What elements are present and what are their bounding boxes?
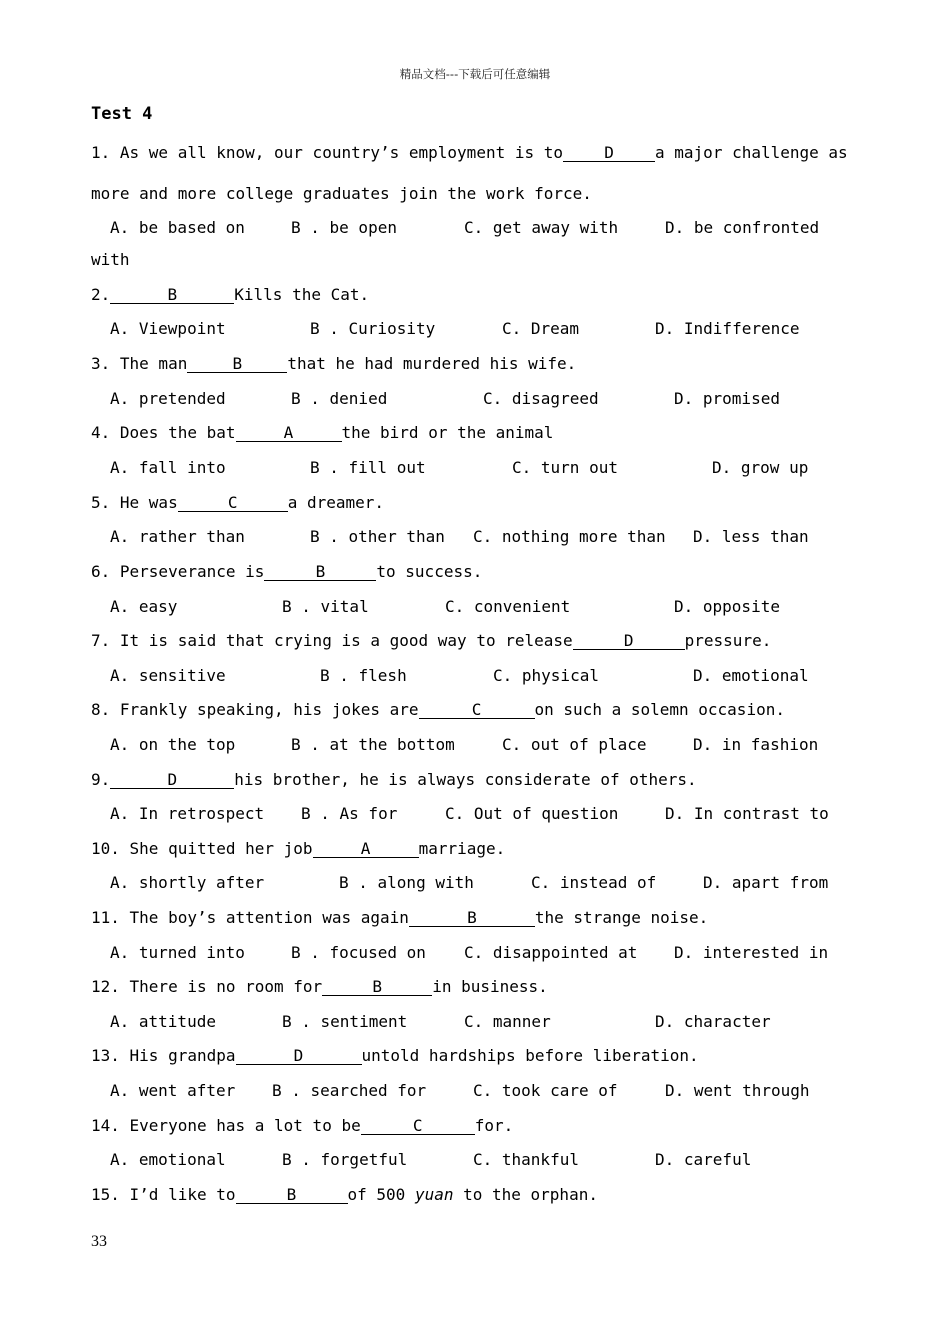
question-text: the strange noise.	[534, 908, 709, 927]
answer-blank: C	[361, 1117, 475, 1135]
question-text: pressure.	[684, 631, 772, 650]
options-2	[110, 319, 830, 339]
question-3	[91, 354, 576, 374]
test-title: Test 4	[91, 104, 153, 124]
option-a: A. fall into	[110, 458, 226, 477]
options-6	[110, 597, 830, 617]
page-header: 精品文档---下载后可任意编辑	[399, 67, 551, 81]
question-text: to the orphan.	[453, 1185, 598, 1204]
options-7	[110, 666, 830, 686]
option-d: D. emotional	[693, 666, 809, 685]
option-b: B . along with	[339, 873, 474, 892]
question-7	[91, 631, 771, 651]
option-a: A. In retrospect	[110, 804, 265, 823]
question-text: 6. Perseverance is	[91, 562, 265, 581]
option-b: B . at the bottom	[291, 735, 455, 754]
question-9	[91, 770, 697, 790]
question-text: in business.	[432, 977, 548, 996]
answer-blank: B	[236, 1186, 348, 1204]
options-8	[110, 735, 830, 755]
question-8	[91, 700, 785, 720]
options-1	[110, 218, 830, 238]
option-a: A. emotional	[110, 1150, 226, 1169]
option-c: C. Out of question	[445, 804, 619, 823]
option-a: A. went after	[110, 1081, 236, 1100]
option-b: B . flesh	[320, 666, 407, 685]
option-c: C. turn out	[512, 458, 618, 477]
question-text: 1. As we all know, our country’s employment is to	[91, 143, 564, 162]
question-text: 8. Frankly speaking, his jokes are	[91, 700, 419, 719]
question-text: 3. The man	[91, 354, 188, 373]
question-1-continued: more and more college graduates join the work force.	[91, 184, 592, 203]
option-d: D. promised	[674, 389, 780, 408]
option-d: D. apart from	[703, 873, 829, 892]
answer-blank: C	[178, 494, 288, 512]
option-d: D. opposite	[674, 597, 780, 616]
option-d: D. grow up	[712, 458, 809, 477]
option-c: C. out of place	[502, 735, 647, 754]
option-a: A. be based on	[110, 218, 245, 237]
question-text: 11. The boy’s attention was again	[91, 908, 409, 927]
question-5	[91, 493, 384, 513]
question-11	[91, 908, 708, 928]
option-a: A. attitude	[110, 1012, 216, 1031]
option-b: B . forgetful	[282, 1150, 408, 1169]
question-text: of 500	[347, 1185, 415, 1204]
question-text: 13. His grandpa	[91, 1046, 236, 1065]
option-a: A. rather than	[110, 527, 245, 546]
question-text: the bird or the animal	[341, 423, 554, 442]
option-b: B . fill out	[310, 458, 426, 477]
question-6	[91, 562, 482, 582]
question-text: untold hardships before liberation.	[361, 1046, 699, 1065]
question-text: a dreamer.	[287, 493, 385, 512]
option-c: C. disappointed at	[464, 943, 638, 962]
question-text: Kills the Cat.	[234, 285, 370, 304]
option-b: B . focused on	[291, 943, 426, 962]
option-b: B . sentiment	[282, 1012, 408, 1031]
option-c: C. disagreed	[483, 389, 599, 408]
options-5	[110, 527, 840, 547]
option-a: A. shortly after	[110, 873, 265, 892]
question-text: his brother, he is always considerate of others.	[234, 770, 697, 789]
option-d: D. went through	[665, 1081, 810, 1100]
options-13	[110, 1081, 830, 1101]
options-12	[110, 1012, 830, 1032]
option-d: D. careful	[655, 1150, 752, 1169]
question-10	[91, 839, 505, 859]
option-c: C. thankful	[473, 1150, 579, 1169]
question-12	[91, 977, 548, 997]
option-c: C. Dream	[502, 319, 580, 338]
option-b: B . denied	[291, 389, 388, 408]
option-b: B . Curiosity	[310, 319, 436, 338]
question-text: 14. Everyone has a lot to be	[91, 1116, 361, 1135]
option-b: B . other than	[310, 527, 445, 546]
option-c: C. convenient	[445, 597, 571, 616]
question-2	[91, 285, 369, 305]
question-text-italic: yuan	[414, 1185, 454, 1204]
answer-blank: C	[419, 701, 535, 719]
options-1-continued: with	[91, 250, 130, 269]
answer-blank: B	[322, 978, 432, 996]
option-a: A. on the top	[110, 735, 236, 754]
option-a: A. turned into	[110, 943, 245, 962]
page-number: 33	[91, 1233, 107, 1250]
question-text: that he had murdered his wife.	[287, 354, 577, 373]
option-d: D. interested in	[674, 943, 829, 962]
option-d: D. Indifference	[655, 319, 800, 338]
answer-blank: A	[236, 424, 342, 442]
question-text: to success.	[376, 562, 483, 581]
option-a: A. Viewpoint	[110, 319, 226, 338]
answer-blank: B	[187, 355, 287, 373]
question-15	[91, 1185, 598, 1205]
question-text: a major challenge as	[655, 143, 848, 162]
question-text: 4. Does the bat	[91, 423, 236, 442]
option-c: C. instead of	[531, 873, 657, 892]
question-4	[91, 423, 553, 443]
question-text: for.	[474, 1116, 514, 1135]
option-b: B . As for	[301, 804, 398, 823]
answer-blank: B	[409, 909, 535, 927]
option-b: B . be open	[291, 218, 397, 237]
question-text: 9.	[91, 770, 111, 789]
option-d: D. In contrast to	[665, 804, 829, 823]
answer-blank: D	[563, 144, 655, 162]
question-text: on such a solemn occasion.	[534, 700, 785, 719]
options-10	[110, 873, 840, 893]
options-3	[110, 389, 830, 409]
question-text: 10. She quitted her job	[91, 839, 313, 858]
answer-blank: D	[573, 632, 685, 650]
answer-blank: B	[110, 286, 234, 304]
option-d: D. less than	[693, 527, 809, 546]
option-a: A. pretended	[110, 389, 226, 408]
option-d: D. be confronted	[665, 218, 820, 237]
answer-blank: D	[110, 771, 234, 789]
option-b: B . searched for	[272, 1081, 427, 1100]
option-b: B . vital	[282, 597, 369, 616]
option-d: D. character	[655, 1012, 771, 1031]
answer-blank: A	[313, 840, 419, 858]
question-text: 5. He was	[91, 493, 178, 512]
question-text: 15. I’d like to	[91, 1185, 236, 1204]
question-1	[91, 143, 848, 163]
answer-blank: B	[264, 563, 376, 581]
option-c: C. physical	[493, 666, 599, 685]
question-text: 12. There is no room for	[91, 977, 323, 996]
option-a: A. easy	[110, 597, 178, 616]
options-14	[110, 1150, 830, 1170]
question-14	[91, 1116, 513, 1136]
question-13	[91, 1046, 699, 1066]
option-c: C. manner	[464, 1012, 551, 1031]
question-text: 2.	[91, 285, 111, 304]
option-c: C. get away with	[464, 218, 619, 237]
options-11	[110, 943, 840, 963]
answer-blank: D	[236, 1047, 362, 1065]
option-d: D. in fashion	[693, 735, 819, 754]
question-text: 7. It is said that crying is a good way to release	[91, 631, 573, 650]
options-4	[110, 458, 830, 478]
option-c: C. took care of	[473, 1081, 618, 1100]
options-9	[110, 804, 840, 824]
option-a: A. sensitive	[110, 666, 226, 685]
option-c: C. nothing more than	[473, 527, 666, 546]
question-text: marriage.	[418, 839, 506, 858]
